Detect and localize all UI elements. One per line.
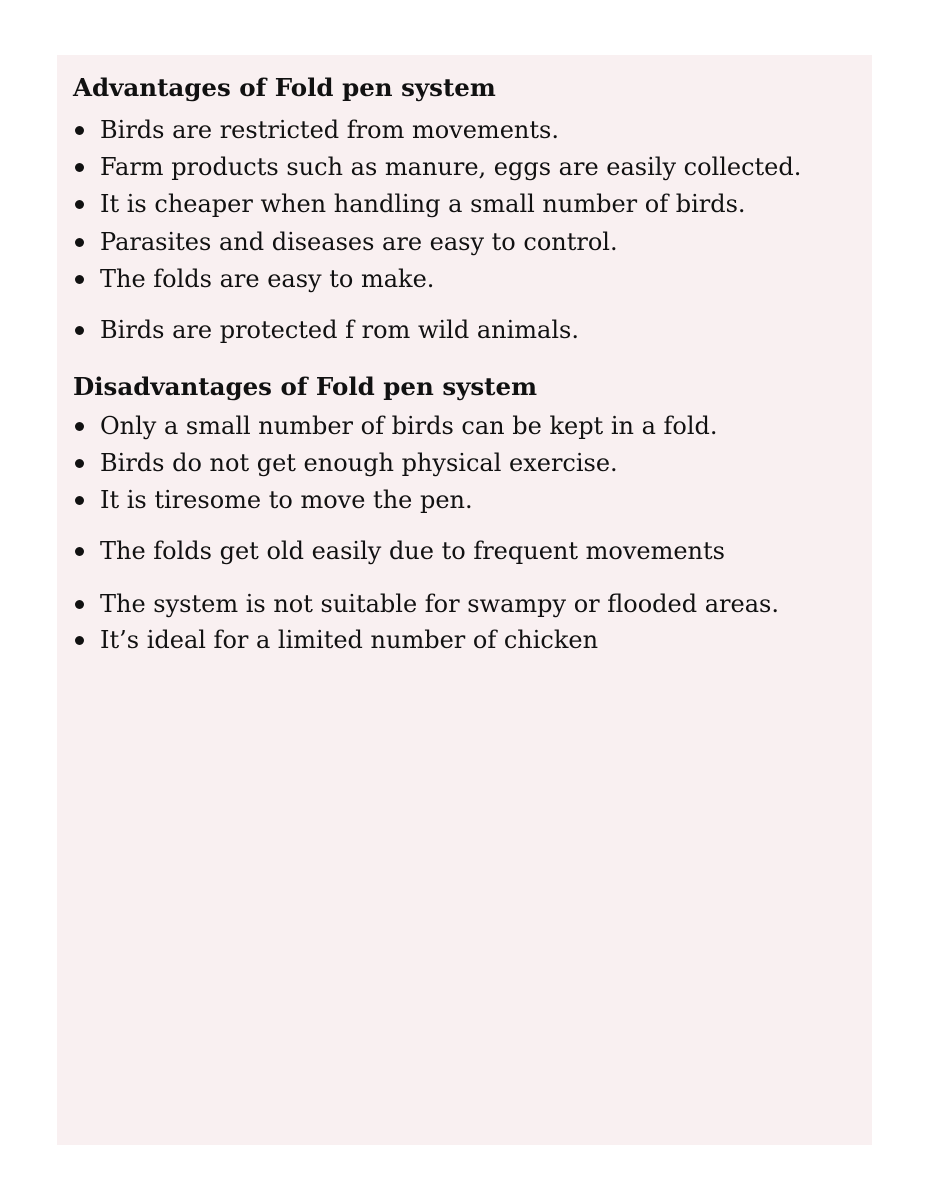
bullet-icon: [75, 275, 84, 284]
advantage-item-text: It is cheaper when handling a small number of birds.: [100, 190, 746, 218]
advantage-item: [73, 227, 618, 257]
disadvantage-item-text: The system is not suitable for swampy or flooded areas.: [100, 590, 779, 618]
bullet-icon: [75, 238, 84, 247]
disadvantage-item-text: Birds do not get enough physical exercise.: [100, 449, 618, 477]
advantages-heading: Advantages of Fold pen system: [73, 73, 496, 102]
advantage-item: [73, 315, 579, 345]
disadvantage-item: [73, 485, 473, 515]
disadvantages-heading: Disadvantages of Fold pen system: [73, 372, 537, 401]
disadvantage-item-text: It is tiresome to move the pen.: [100, 486, 473, 514]
disadvantage-item-text: The folds get old easily due to frequent movements: [100, 537, 725, 565]
bullet-icon: [75, 600, 84, 609]
bullet-icon: [75, 326, 84, 335]
disadvantage-item-text: It’s ideal for a limited number of chicken: [100, 626, 599, 654]
bullet-icon: [75, 126, 84, 135]
bullet-icon: [75, 163, 84, 172]
disadvantage-item-text: Only a small number of birds can be kept in a fold.: [100, 412, 718, 440]
content-panel: [57, 55, 872, 1145]
advantage-item: [73, 189, 746, 219]
bullet-icon: [75, 459, 84, 468]
disadvantage-item: [73, 536, 725, 566]
bullet-icon: [75, 422, 84, 431]
disadvantage-item: [73, 589, 779, 619]
advantage-item-text: Birds are protected f rom wild animals.: [100, 316, 579, 344]
advantage-item-text: Farm products such as manure, eggs are easily collected.: [100, 153, 802, 181]
bullet-icon: [75, 496, 84, 505]
advantage-item-text: Birds are restricted from movements.: [100, 116, 559, 144]
advantage-item: [73, 115, 559, 145]
advantage-item-text: Parasites and diseases are easy to control.: [100, 228, 618, 256]
bullet-icon: [75, 547, 84, 556]
bullet-icon: [75, 636, 84, 645]
bullet-icon: [75, 200, 84, 209]
disadvantage-item: [73, 625, 598, 655]
advantage-item: [73, 264, 434, 294]
advantage-item: [73, 152, 801, 182]
advantage-item-text: The folds are easy to make.: [100, 265, 435, 293]
disadvantage-item: [73, 448, 618, 478]
disadvantage-item: [73, 411, 718, 441]
